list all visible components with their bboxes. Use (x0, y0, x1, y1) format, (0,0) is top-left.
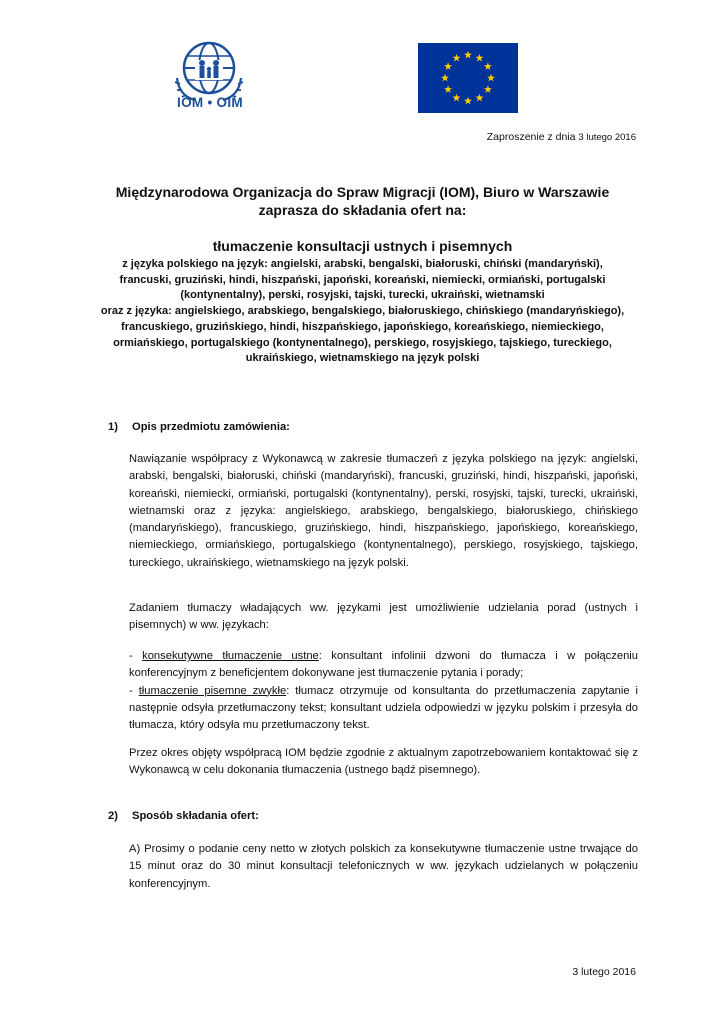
section-1-service-list (129, 648, 638, 734)
languages-line: francuskiego, gruzińskiego, hindi, hiszpańskiego, japońskiego, koreańskiego, niemieckiego, (121, 320, 604, 333)
invitation-date-line (487, 131, 636, 143)
invitation-label: Zaproszenie z dnia (486, 131, 576, 143)
section-2-title: Sposób składania ofert: (132, 810, 259, 822)
iom-logo-text: IOM • OIM (177, 95, 243, 110)
section-1-heading (108, 421, 290, 433)
section-2-paragraph-1: A) Prosimy o podanie ceny netto w złotych polskich za konsekutywne tłumaczenie ustne trwające do 15 minut oraz do 30 minut konsultacji telefonicznych w ww. językach udzielanych w połączeniu konferencyjnym. (129, 843, 638, 890)
languages-list (70, 257, 655, 367)
title-line-1: Międzynarodowa Organizacja do Spraw Migracji (IOM), Biuro w Warszawie (115, 184, 610, 200)
title-line-2: zaprasza do składania ofert na: (258, 202, 467, 218)
languages-line: (kontynentalny), perski, rosyjski, tajski, turecki, ukraiński, wietnamski (180, 289, 545, 302)
section-2-heading (108, 810, 259, 822)
term-written-desc: : tłumacz otrzymuje od konsultanta do przetłumaczenia zapytanie i następnie odsyła przetłumaczony tekst; konsultant udziela odpowiedzi w języku polskim i przesyła do tłumacza, który odsyła mu przetłumaczony tekst. (129, 684, 638, 732)
eu-flag (418, 43, 518, 113)
section-1-paragraph-3: Przez okres objęty współpracą IOM będzie zgodnie z aktualnym zapotrzebowaniem kontaktować się z Wykonawcą w celu dokonania tłumaczenia (ustnego bądź pisemnego). (129, 747, 638, 777)
languages-line: ormiańskiego, portugalskiego (kontynentalnego), perskiego, rosyjskiego, tajskiego, tureckiego, (113, 336, 612, 349)
languages-line: francuski, gruziński, hindi, hiszpański, japoński, koreański, niemiecki, ormiański, portugalski (119, 273, 606, 286)
section-2-number: 2) (108, 810, 118, 822)
section-1-number: 1) (108, 421, 118, 433)
page-title (60, 183, 665, 219)
languages-line: ukraińskiego, wietnamskiego na język polski (245, 352, 480, 365)
languages-line: oraz z języka: angielskiego, arabskiego, bengalskiego, białoruskiego, chińskiego (mandaryńskiego), (100, 305, 625, 318)
term-written: tłumaczenie pisemne zwykłe (138, 684, 287, 697)
subtitle: tłumaczenie konsultacji ustnych i pisemnych (212, 238, 513, 254)
term-consecutive-oral-desc: : konsultant infolinii dzwoni do tłumacza i w połączeniu konferencyjnym z beneficjentem dokonywane jest tłumaczenie pytania i porady; (129, 650, 638, 680)
footer-date: 3 lutego 2016 (572, 966, 636, 978)
invitation-date: 3 lutego 2016 (578, 132, 636, 143)
section-1-paragraph-1: Nawiązanie współpracy z Wykonawcą w zakresie tłumaczeń z języka polskiego na język: angielski, arabski, bengalski, białoruski, chiński (mandaryński), francuski, gruziński, hindi, hiszpański, japoński, koreański, niemiecki, ormiański, portugalski (kontynentalny), perski, rosyjski, tajski, turecki, ukraiński, wietnamski oraz z języka: angielskiego, arabskiego, bengalskiego, białoruskiego, chińskiego (mandaryńskiego), francuskiego, gruzińskiego, hindi, hiszpańskiego, japońskiego, koreańskiego, niemieckiego, ormiańskiego, portugalskiego (kontynentalnego), perskiego, rosyjskiego, tajskiego, tureckiego, ukraińskiego, wietnamskiego na język polski. (129, 453, 638, 569)
section-1-paragraph-2: Zadaniem tłumaczy władających ww. językami jest umożliwienie udzielania porad (ustnych i pisemnych) w ww. językach: (129, 602, 638, 632)
list-dash: - (129, 684, 139, 697)
section-1-title: Opis przedmiotu zamówienia: (132, 421, 290, 433)
term-consecutive-oral: konsekutywne tłumaczenie ustne (142, 650, 319, 662)
languages-line: z języka polskiego na język: angielski, arabski, bengalski, białoruski, chiński (mandaryński), (122, 258, 603, 270)
list-dash: - (129, 650, 143, 662)
